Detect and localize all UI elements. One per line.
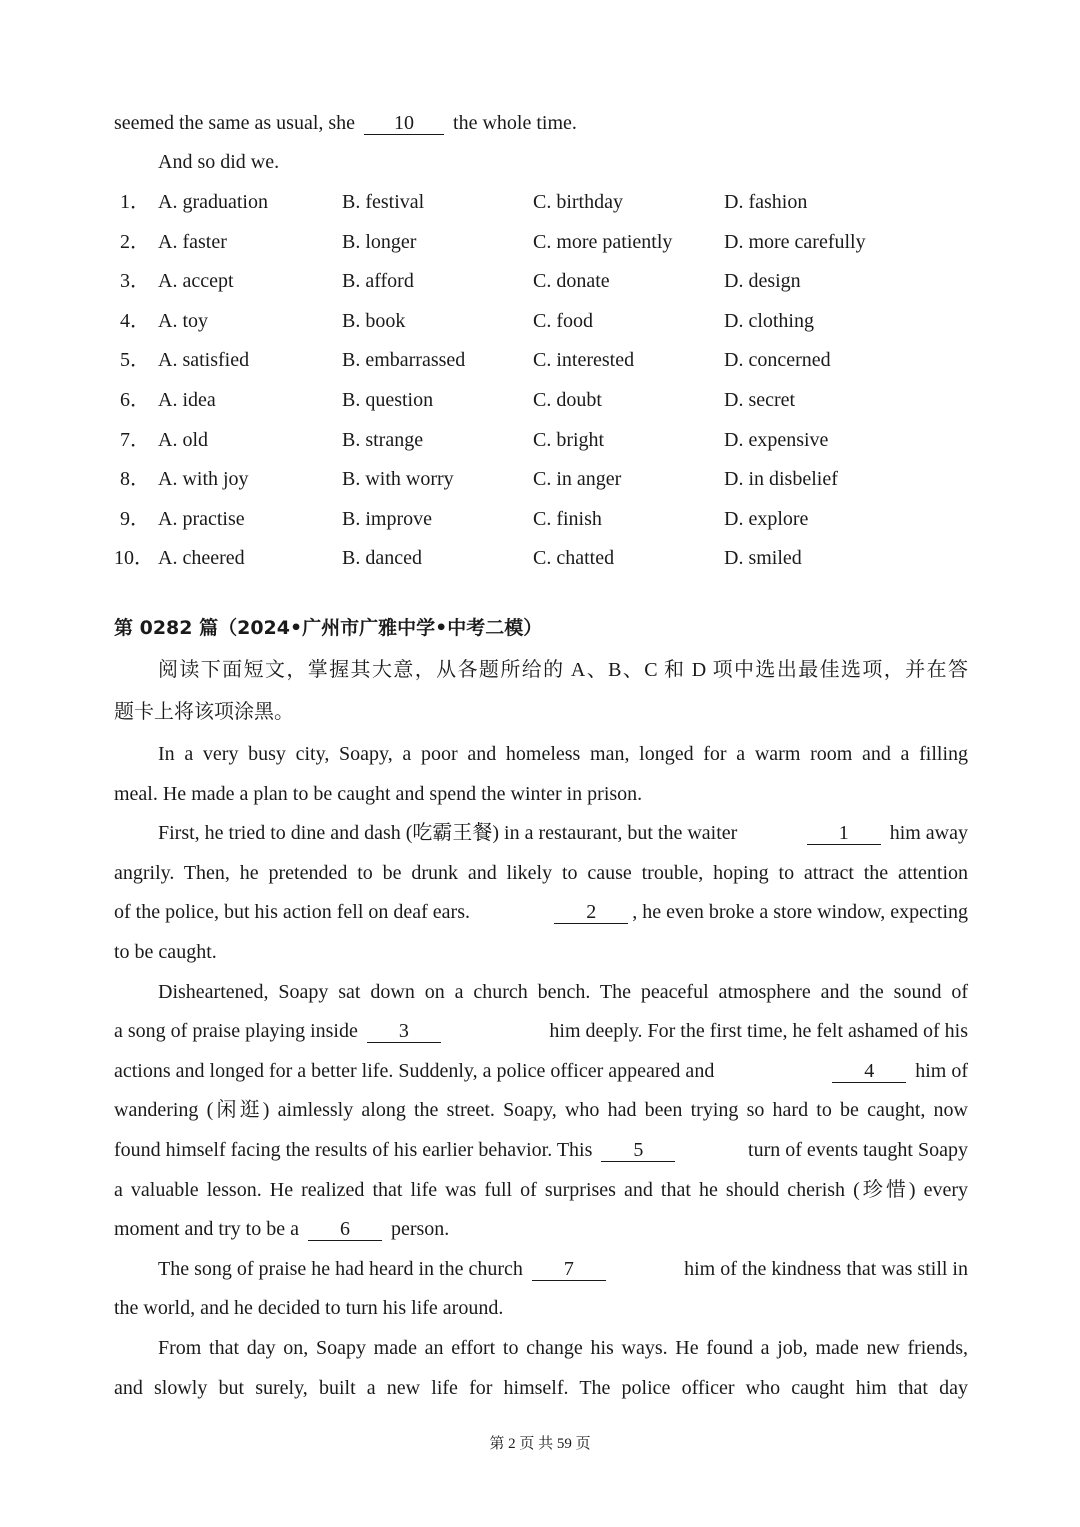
option-d: D. in disbelief: [724, 468, 838, 491]
passage-line: First, he tried to dine and dash (吃霸王餐) in a restaurant, but the waiter 1 him away: [158, 822, 968, 844]
question-row: [114, 346, 968, 386]
option-b: B. strange: [342, 428, 424, 451]
option-a: A. faster: [158, 230, 227, 253]
option-d: D. explore: [724, 507, 809, 530]
question-row: [114, 307, 968, 347]
question-row: [114, 188, 968, 228]
option-c: C. finish: [533, 507, 602, 530]
option-b: B. question: [342, 388, 434, 411]
blank-3: 3: [367, 1020, 441, 1043]
passage-line: meal. He made a plan to be caught and spend the winter in prison.: [114, 783, 643, 805]
question-row: [114, 505, 968, 545]
page-footer: 第 2 页 共 59 页: [489, 1436, 591, 1452]
section-heading: 第 0282 篇（2024•广州市广雅中学•中考二模）: [114, 617, 543, 639]
option-c: C. donate: [533, 270, 610, 293]
question-row: [114, 228, 968, 268]
passage-line: found himself facing the results of his earlier behavior. This 5 turn of events taught Soapy: [114, 1139, 968, 1161]
option-d: D. design: [724, 270, 801, 293]
passage-line: moment and try to be a 6 person.: [114, 1218, 450, 1240]
question-row: [114, 267, 968, 307]
option-b: B. book: [342, 309, 406, 332]
option-d: D. expensive: [724, 428, 829, 451]
option-b: B. embarrassed: [342, 349, 466, 372]
passage-line: seemed the same as usual, she 10 the whole time.: [114, 112, 577, 134]
passage-line: Disheartened, Soapy sat down on a church bench. The peaceful atmosphere and the sound of: [158, 981, 968, 1003]
passage-line: and slowly but surely, built a new life for himself. The police officer who caught him that day: [114, 1377, 968, 1399]
passage-line: a song of praise playing inside 3 him deeply. For the first time, he felt ashamed of his: [114, 1020, 968, 1042]
question-number: 3．: [120, 270, 150, 293]
question-row: [114, 386, 968, 426]
passage-line: In a very busy city, Soapy, a poor and homeless man, longed for a warm room and a filling: [158, 743, 968, 765]
instruction-line: 题卡上将该项涂黑。: [114, 701, 294, 723]
instruction-line: 阅读下面短文，掌握其大意，从各题所给的 A、B、C 和 D 项中选出最佳选项，并在答: [158, 659, 968, 681]
blank-4: 4: [832, 1060, 906, 1083]
blank-6: 6: [308, 1218, 382, 1241]
option-d: D. secret: [724, 388, 796, 411]
options-list: [114, 188, 968, 584]
blank-7: 7: [532, 1258, 606, 1281]
option-b: B. afford: [342, 270, 414, 293]
option-c: C. food: [533, 309, 593, 332]
option-c: C. bright: [533, 428, 605, 451]
passage-line: The song of praise he had heard in the church 7 him of the kindness that was still in: [158, 1258, 968, 1280]
option-a: A. idea: [158, 388, 216, 411]
option-a: A. old: [158, 428, 208, 451]
option-c: C. interested: [533, 349, 635, 372]
blank-1: 1: [807, 822, 881, 845]
passage-line: to be caught.: [114, 941, 217, 963]
option-d: D. more carefully: [724, 230, 866, 253]
question-number: 4．: [120, 309, 150, 332]
question-number: 6．: [120, 388, 150, 411]
passage-line: From that day on, Soapy made an effort to change his ways. He found a job, made new friends,: [158, 1337, 968, 1359]
question-row: [114, 465, 968, 505]
option-d: D. fashion: [724, 191, 808, 213]
option-d: D. smiled: [724, 547, 802, 570]
option-b: B. longer: [342, 230, 417, 253]
option-d: D. clothing: [724, 309, 814, 332]
option-b: B. improve: [342, 507, 432, 530]
option-c: C. doubt: [533, 388, 602, 411]
option-d: D. concerned: [724, 349, 831, 372]
blank-2: 2: [554, 901, 628, 924]
question-number: 1．: [120, 191, 150, 213]
option-c: C. more patiently: [533, 230, 673, 253]
passage-line: actions and longed for a better life. Suddenly, a police officer appeared and 4 him of: [114, 1060, 968, 1082]
passage-line: angrily. Then, he pretended to be drunk and likely to cause trouble, hoping to attract the attention: [114, 862, 968, 884]
option-b: B. festival: [342, 191, 425, 213]
option-c: C. chatted: [533, 547, 615, 570]
question-number: 8．: [120, 468, 150, 491]
passage-line: a valuable lesson. He realized that life was full of surprises and that he should cherish (珍惜) every: [114, 1179, 968, 1201]
option-b: B. danced: [342, 547, 422, 570]
option-a: A. with joy: [158, 468, 249, 491]
question-row: [114, 426, 968, 466]
option-c: C. birthday: [533, 191, 623, 213]
question-row: [114, 544, 968, 584]
passage-line: the world, and he decided to turn his life around.: [114, 1297, 504, 1319]
question-number: 7．: [120, 428, 150, 451]
option-b: B. with worry: [342, 468, 454, 491]
passage-line: wandering (闲逛) aimlessly along the street. Soapy, who had been trying so hard to be caught, now: [114, 1099, 968, 1121]
option-a: A. practise: [158, 507, 245, 530]
option-a: A. accept: [158, 270, 234, 293]
blank-10: 10: [364, 112, 444, 135]
question-number: 9．: [120, 507, 150, 530]
passage-line: of the police, but his action fell on deaf ears. 2 , he even broke a store window, expecting: [114, 901, 968, 923]
question-number: 2．: [120, 230, 150, 253]
option-c: C. in anger: [533, 468, 622, 491]
passage-line: And so did we.: [158, 151, 280, 173]
question-number: 5．: [120, 349, 150, 372]
option-a: A. cheered: [158, 547, 245, 570]
question-number: 10．: [114, 547, 154, 570]
blank-5: 5: [601, 1139, 675, 1162]
option-a: A. satisfied: [158, 349, 250, 372]
option-a: A. toy: [158, 309, 208, 332]
option-a: A. graduation: [158, 191, 268, 213]
